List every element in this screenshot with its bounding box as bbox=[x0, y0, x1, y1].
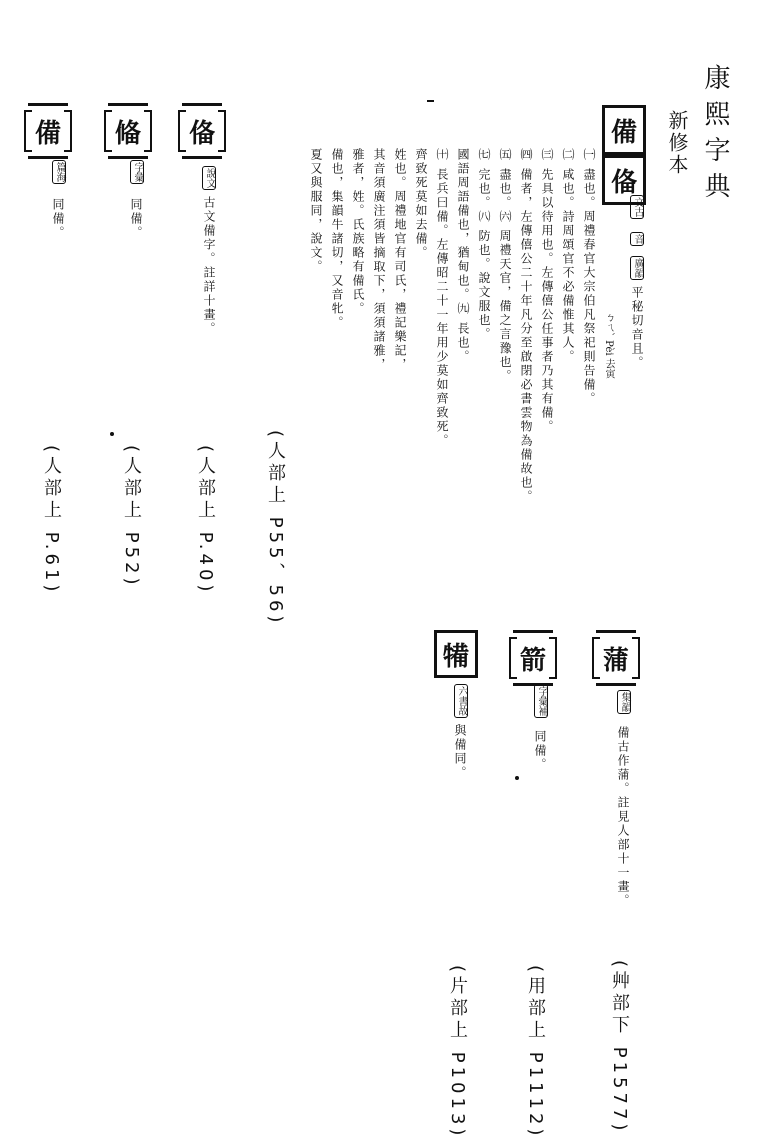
tag-guangyun: 廣韻 bbox=[632, 258, 643, 278]
pinyin-note: ㄅㄟˋ Pèi 去寅 bbox=[603, 312, 614, 379]
headword-main bbox=[602, 105, 646, 155]
entry-5-text: 備古作蒲。註見人部十一畫。 bbox=[616, 726, 630, 908]
headword-5-char: 蒲 bbox=[602, 645, 629, 676]
entry-line-11: 姓也。周禮地官有司氏，禮記樂記， bbox=[393, 148, 407, 372]
entry-line-15: 夏又與服同，說文。 bbox=[309, 148, 323, 274]
entry-line-2: ㈠ 盡也。周禮春官大宗伯凡祭祀則告備。 bbox=[582, 148, 596, 406]
bracket-left bbox=[24, 110, 32, 152]
headword-char-2 bbox=[182, 103, 222, 159]
entry-6-text: 同備。 bbox=[533, 730, 547, 772]
headword-char-3 bbox=[108, 103, 148, 159]
handwritten-annotation-6: (用部上 P1112) bbox=[525, 965, 546, 1139]
bracket-right bbox=[218, 110, 226, 152]
headword-2-char: 俻 bbox=[188, 118, 215, 149]
headword-main-char: 備 bbox=[610, 117, 637, 148]
headword-variant-char: 俻 bbox=[610, 167, 637, 198]
entry-line-10: 齊致死莫如去備。 bbox=[414, 148, 428, 260]
headword-3-char: 偹 bbox=[114, 118, 141, 149]
tag-liushugu: 六書故 bbox=[456, 686, 467, 716]
entry-line-7: ㈦ 完也。㈧ 防也。說文服也。 bbox=[477, 148, 491, 342]
entry-line-14: 備也，集韻牛諸切，又音牝。 bbox=[330, 148, 344, 330]
tag-zihuibu: 字彙補 bbox=[536, 686, 547, 716]
bracket-left bbox=[592, 637, 600, 679]
handwritten-annotation-2: (人部上 P.40) bbox=[195, 445, 216, 596]
headword-6-char: 箭 bbox=[519, 645, 546, 676]
tag-zihui: 字彙 bbox=[132, 162, 143, 182]
entry-line-6: ㈤ 盡也。㈥ 周禮天官，備之言豫也。 bbox=[498, 148, 512, 384]
handwritten-annotation-4: (人部上 P.61) bbox=[41, 445, 62, 596]
headword-char-7 bbox=[434, 630, 478, 678]
tag-pianhai: 篇海 bbox=[54, 162, 65, 182]
headword-4-char: 備 bbox=[34, 118, 61, 149]
entry-line-1: 平秘切音且。 bbox=[630, 286, 644, 370]
tag-wengu: 文古 bbox=[632, 197, 643, 217]
handwritten-annotation-5: (艸部下 P1577) bbox=[609, 960, 630, 1135]
headword-char-6 bbox=[513, 630, 553, 686]
entry-line-12: 其音須廣注須皆摘取下，須須諸雅， bbox=[372, 148, 386, 372]
bracket-right bbox=[144, 110, 152, 152]
mark-dot bbox=[110, 432, 114, 436]
entry-4-text: 同備。 bbox=[51, 198, 65, 240]
handwritten-annotation-3: (人部上 P52) bbox=[121, 445, 142, 589]
headword-char-5 bbox=[596, 630, 636, 686]
bracket-left bbox=[509, 637, 517, 679]
entry-line-13: 雅者，姓。氏族略有備氏。 bbox=[351, 148, 365, 316]
entry-line-5: ㈣ 備者，左傳僖公二十年凡分至啟閉必書雲物為備故也。 bbox=[519, 148, 533, 504]
tag-shuowen: 說文 bbox=[204, 168, 215, 188]
dictionary-edition: 新修本 bbox=[665, 110, 689, 176]
handwritten-annotation-main: (人部上 P55、56) bbox=[265, 430, 286, 627]
bracket-left bbox=[178, 110, 186, 152]
headword-7-char: 犕 bbox=[442, 641, 469, 672]
entry-line-3: ㈡ 咸也。詩周頌官不必備惟其人。 bbox=[561, 148, 575, 364]
handwritten-annotation-7: (片部上 P1013) bbox=[447, 965, 468, 1139]
headword-char-4 bbox=[28, 103, 68, 159]
entry-line-9: ㈩ 長兵曰備。左傳昭二十一年用少莫如齊致死。 bbox=[435, 148, 449, 448]
entry-2-text: 古文備字。註詳十畫。 bbox=[202, 196, 216, 336]
dictionary-title: 康熙字典 bbox=[700, 64, 730, 208]
bracket-left bbox=[104, 110, 112, 152]
entry-7-text: 與備同。 bbox=[453, 724, 467, 780]
entry-line-4: ㈢ 先具以待用也。左傳僖公任事者乃其有備。 bbox=[540, 148, 554, 434]
entry-line-8: 國語周語備也，猶甸也。㈨ 長也。 bbox=[456, 148, 470, 364]
entry-3-text: 同備。 bbox=[129, 198, 143, 240]
bracket-right bbox=[632, 637, 640, 679]
tag-jiyun: 集韻 bbox=[619, 692, 630, 712]
tag-yin: 音 bbox=[632, 234, 643, 244]
mark-dot bbox=[515, 776, 519, 780]
bracket-right bbox=[64, 110, 72, 152]
mark-dash bbox=[427, 100, 434, 102]
bracket-right bbox=[549, 637, 557, 679]
